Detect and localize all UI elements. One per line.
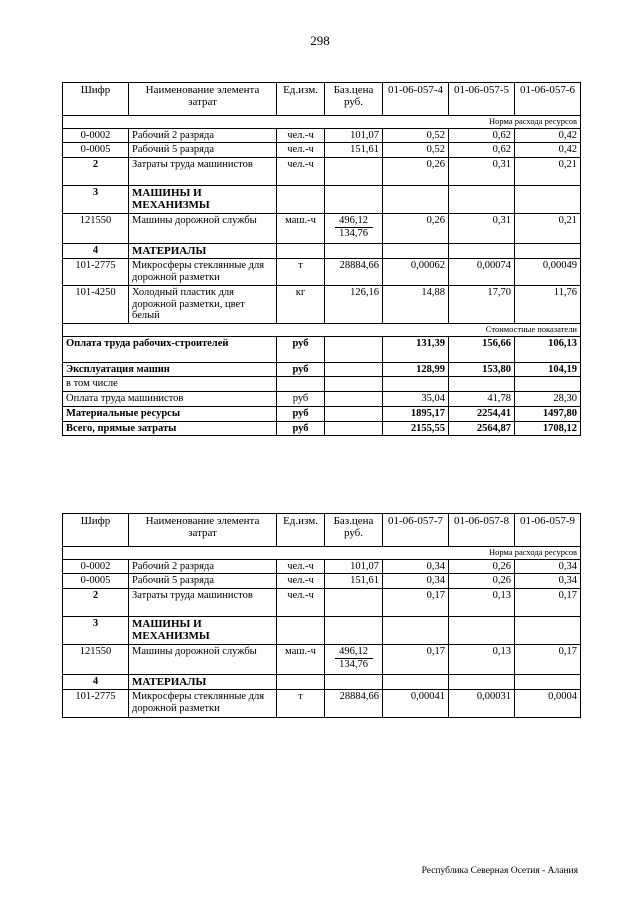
cost-row-value-3: 106,13 [515, 336, 581, 362]
row-value-1: 14,88 [383, 285, 449, 323]
page-footer: Республика Северная Осетия - Алания [421, 866, 578, 876]
cost-row-value-3 [515, 377, 581, 392]
row-value-2: 0,62 [449, 143, 515, 158]
row-price [325, 675, 383, 690]
table-row-group-machines [63, 186, 581, 214]
header-code: Шифр [63, 514, 129, 547]
row-name: Машины дорожной службы [129, 214, 277, 244]
row-value-2: 0,13 [449, 589, 515, 617]
row-value-1: 0,26 [383, 158, 449, 186]
header-price: Баз.цена руб. [325, 514, 383, 547]
cost-row-value-2: 2254,41 [449, 406, 515, 421]
row-price [325, 244, 383, 259]
cost-row-value-1 [383, 377, 449, 392]
row-price: 28884,66 [325, 690, 383, 718]
cost-row-value-2: 156,66 [449, 336, 515, 362]
row-code: 0-0005 [63, 143, 129, 158]
row-value-1: 0,00041 [383, 690, 449, 718]
row-price [325, 617, 383, 645]
cost-row-unit: руб [277, 421, 325, 436]
header-name: Наименование элемента затрат [129, 83, 277, 116]
header-col-3: 01-06-057-9 [515, 514, 581, 547]
row-code: 101-4250 [63, 285, 129, 323]
cost-row-value-3: 1708,12 [515, 421, 581, 436]
row-name: Микросферы стеклянные для дорожной разметки [129, 690, 277, 718]
header-unit: Ед.изм. [277, 83, 325, 116]
row-code: 4 [63, 244, 129, 259]
row-code: 3 [63, 617, 129, 645]
row-value-1: 0,52 [383, 143, 449, 158]
cost-row-value-1: 35,04 [383, 392, 449, 407]
row-name: Рабочий 2 разряда [129, 559, 277, 574]
row-name: МАТЕРИАЛЫ [129, 244, 277, 259]
page-number: 298 [310, 33, 330, 48]
cost-row [63, 336, 581, 362]
row-unit: чел.-ч [277, 128, 325, 143]
row-value-1: 0,17 [383, 645, 449, 675]
cost-row [63, 362, 581, 377]
cost-row-unit [277, 377, 325, 392]
row-unit: кг [277, 285, 325, 323]
row-code: 101-2775 [63, 690, 129, 718]
row-code: 0-0002 [63, 559, 129, 574]
row-price [325, 158, 383, 186]
row-value-2: 0,00074 [449, 259, 515, 286]
table-row [63, 259, 581, 286]
row-unit: чел.-ч [277, 589, 325, 617]
row-price: 101,07 [325, 559, 383, 574]
row-unit [277, 617, 325, 645]
table-row [63, 128, 581, 143]
cost-row-spacer [325, 362, 383, 377]
row-value-2: 17,70 [449, 285, 515, 323]
table-row-group-materials [63, 244, 581, 259]
table-header-row [63, 83, 581, 116]
row-value-1: 0,34 [383, 574, 449, 589]
row-name: Микросферы стеклянные для дорожной разметки [129, 259, 277, 286]
table-row [63, 589, 581, 617]
cost-row-unit: руб [277, 392, 325, 407]
cost-row-name: Оплата труда машинистов [63, 392, 277, 407]
header-col-1: 01-06-057-7 [383, 514, 449, 547]
row-price: 101,07 [325, 128, 383, 143]
row-value-3 [515, 617, 581, 645]
row-value-2: 0,31 [449, 214, 515, 244]
cost-row-spacer [325, 421, 383, 436]
row-value-1: 0,52 [383, 128, 449, 143]
row-price-split [325, 214, 383, 244]
row-value-2 [449, 186, 515, 214]
cost-row-spacer [325, 392, 383, 407]
row-name: МАТЕРИАЛЫ [129, 675, 277, 690]
band-label-norms: Норма расхода ресурсов [63, 116, 581, 129]
row-name: Рабочий 2 разряда [129, 128, 277, 143]
row-unit [277, 186, 325, 214]
table-row-group-machines [63, 617, 581, 645]
row-unit: т [277, 690, 325, 718]
cost-row-value-2: 41,78 [449, 392, 515, 407]
cost-row-value-3: 1497,80 [515, 406, 581, 421]
cost-row-unit: руб [277, 406, 325, 421]
band-label-norms: Норма расхода ресурсов [63, 547, 581, 560]
row-price: 126,16 [325, 285, 383, 323]
row-value-1: 0,17 [383, 589, 449, 617]
row-value-1: 0,00062 [383, 259, 449, 286]
row-value-1: 0,34 [383, 559, 449, 574]
table-row [63, 214, 581, 244]
row-value-3: 0,21 [515, 158, 581, 186]
row-value-2 [449, 244, 515, 259]
row-price: 151,61 [325, 574, 383, 589]
band-label-cost: Стоимостные показатели [63, 324, 581, 337]
row-value-3: 0,34 [515, 559, 581, 574]
cost-row-name: Оплата труда рабочих-строителей [63, 336, 277, 362]
row-name: Холодный пластик для дорожной разметки, цвет белый [129, 285, 277, 323]
cost-row-spacer [325, 336, 383, 362]
row-value-2: 0,62 [449, 128, 515, 143]
row-value-3: 0,42 [515, 128, 581, 143]
row-price: 151,61 [325, 143, 383, 158]
cost-row [63, 406, 581, 421]
row-value-2: 0,31 [449, 158, 515, 186]
row-unit: т [277, 259, 325, 286]
row-value-1 [383, 244, 449, 259]
row-value-3: 0,42 [515, 143, 581, 158]
row-value-2 [449, 617, 515, 645]
row-value-1 [383, 617, 449, 645]
cost-row-unit: руб [277, 362, 325, 377]
table-row [63, 158, 581, 186]
cost-row-name: в том числе [63, 377, 277, 392]
row-value-3: 0,0004 [515, 690, 581, 718]
row-value-3: 0,17 [515, 645, 581, 675]
cost-row-name: Материальные ресурсы [63, 406, 277, 421]
cost-row-spacer [325, 406, 383, 421]
row-value-3: 0,17 [515, 589, 581, 617]
band-row-cost [63, 324, 581, 337]
band-row-norms [63, 116, 581, 129]
row-name: МАШИНЫ И МЕХАНИЗМЫ [129, 186, 277, 214]
row-name: МАШИНЫ И МЕХАНИЗМЫ [129, 617, 277, 645]
band-row-norms [63, 547, 581, 560]
table-header-row [63, 514, 581, 547]
table-row [63, 690, 581, 718]
row-code: 2 [63, 158, 129, 186]
row-unit [277, 244, 325, 259]
header-name: Наименование элемента затрат [129, 514, 277, 547]
row-code: 121550 [63, 214, 129, 244]
row-name: Рабочий 5 разряда [129, 143, 277, 158]
row-value-2: 0,26 [449, 559, 515, 574]
row-price-top: 496,12 [335, 215, 373, 228]
cost-row-name: Всего, прямые затраты [63, 421, 277, 436]
row-value-2 [449, 675, 515, 690]
row-value-2: 0,13 [449, 645, 515, 675]
row-unit: чел.-ч [277, 143, 325, 158]
cost-row-value-1: 128,99 [383, 362, 449, 377]
row-code: 3 [63, 186, 129, 214]
cost-row-value-2: 153,80 [449, 362, 515, 377]
row-code: 0-0002 [63, 128, 129, 143]
row-value-3: 0,34 [515, 574, 581, 589]
cost-row-total [63, 421, 581, 436]
table-row [63, 574, 581, 589]
row-value-3: 0,00049 [515, 259, 581, 286]
header-price: Баз.цена руб. [325, 83, 383, 116]
resource-table-1 [62, 82, 581, 436]
header-code: Шифр [63, 83, 129, 116]
row-unit: маш.-ч [277, 645, 325, 675]
row-price [325, 589, 383, 617]
row-code: 0-0005 [63, 574, 129, 589]
row-name: Рабочий 5 разряда [129, 574, 277, 589]
table-row-group-materials [63, 675, 581, 690]
row-unit: чел.-ч [277, 158, 325, 186]
row-price: 28884,66 [325, 259, 383, 286]
row-code: 4 [63, 675, 129, 690]
header-col-2: 01-06-057-8 [449, 514, 515, 547]
cost-row-value-1: 1895,17 [383, 406, 449, 421]
cost-row-value-2 [449, 377, 515, 392]
cost-row-spacer [325, 377, 383, 392]
row-value-3 [515, 186, 581, 214]
table-row [63, 559, 581, 574]
row-unit: чел.-ч [277, 559, 325, 574]
row-value-3: 11,76 [515, 285, 581, 323]
cost-row-value-1: 131,39 [383, 336, 449, 362]
row-value-2: 0,00031 [449, 690, 515, 718]
table-row [63, 143, 581, 158]
row-name: Затраты труда машинистов [129, 589, 277, 617]
table-row [63, 645, 581, 675]
table-row [63, 285, 581, 323]
row-value-1: 0,26 [383, 214, 449, 244]
header-col-1: 01-06-057-4 [383, 83, 449, 116]
row-price [325, 186, 383, 214]
row-unit: маш.-ч [277, 214, 325, 244]
row-price-top: 496,12 [335, 646, 373, 659]
row-code: 2 [63, 589, 129, 617]
cost-row-value-2: 2564,87 [449, 421, 515, 436]
row-code: 101-2775 [63, 259, 129, 286]
cost-row [63, 392, 581, 407]
cost-row-unit: руб [277, 336, 325, 362]
row-value-1 [383, 675, 449, 690]
row-value-3 [515, 244, 581, 259]
row-code: 121550 [63, 645, 129, 675]
row-name: Машины дорожной службы [129, 645, 277, 675]
cost-row-value-1: 2155,55 [383, 421, 449, 436]
header-unit: Ед.изм. [277, 514, 325, 547]
row-name: Затраты труда машинистов [129, 158, 277, 186]
header-col-3: 01-06-057-6 [515, 83, 581, 116]
resource-table-2 [62, 513, 581, 718]
cost-row-value-3: 28,30 [515, 392, 581, 407]
cost-row-subheader [63, 377, 581, 392]
cost-row-name: Эксплуатация машин [63, 362, 277, 377]
row-price-bottom: 134,76 [339, 658, 368, 670]
row-value-2: 0,26 [449, 574, 515, 589]
row-unit: чел.-ч [277, 574, 325, 589]
header-col-2: 01-06-057-5 [449, 83, 515, 116]
row-value-3 [515, 675, 581, 690]
row-price-split [325, 645, 383, 675]
cost-row-value-3: 104,19 [515, 362, 581, 377]
row-price-bottom: 134,76 [339, 227, 368, 239]
row-value-3: 0,21 [515, 214, 581, 244]
row-value-1 [383, 186, 449, 214]
row-unit [277, 675, 325, 690]
